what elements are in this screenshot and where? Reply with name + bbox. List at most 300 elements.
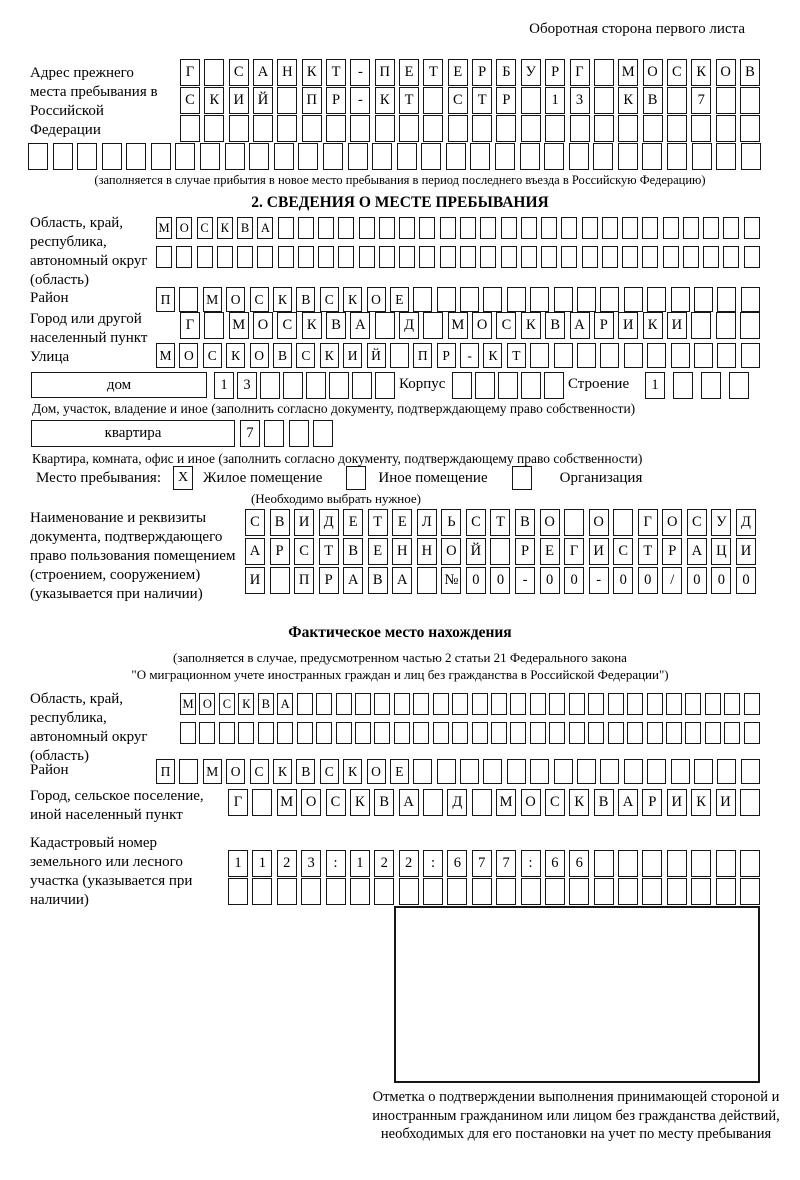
char-cell[interactable] <box>496 115 516 142</box>
char-cell[interactable]: П <box>413 343 432 368</box>
char-cell[interactable]: А <box>257 217 273 239</box>
char-cell[interactable]: И <box>618 312 638 339</box>
char-cell[interactable] <box>496 878 516 905</box>
char-cell[interactable] <box>691 312 711 339</box>
char-cell[interactable]: Е <box>343 509 363 536</box>
char-cell[interactable]: К <box>569 789 589 816</box>
char-cell[interactable] <box>683 246 699 268</box>
char-cell[interactable]: М <box>229 312 249 339</box>
char-cell[interactable]: С <box>277 312 297 339</box>
char-cell[interactable] <box>228 878 248 905</box>
char-cell[interactable] <box>741 287 760 312</box>
char-cell[interactable]: М <box>448 312 468 339</box>
char-cell[interactable] <box>561 217 577 239</box>
prev-address-grid-row-3[interactable] <box>180 115 760 142</box>
house-field-box[interactable]: дом <box>31 372 207 398</box>
char-cell[interactable]: 0 <box>736 567 756 594</box>
char-cell[interactable]: В <box>273 343 292 368</box>
char-cell[interactable]: 0 <box>687 567 707 594</box>
char-cell[interactable]: С <box>203 343 222 368</box>
char-cell[interactable]: Й <box>466 538 486 565</box>
char-cell[interactable] <box>577 343 596 368</box>
char-cell[interactable] <box>413 722 429 744</box>
char-cell[interactable]: Р <box>515 538 535 565</box>
char-cell[interactable]: Т <box>472 87 492 114</box>
char-cell[interactable] <box>701 372 721 399</box>
char-cell[interactable] <box>413 693 429 715</box>
char-cell[interactable] <box>397 143 417 170</box>
char-cell[interactable]: П <box>375 59 395 86</box>
char-cell[interactable]: / <box>662 567 682 594</box>
char-cell[interactable] <box>530 287 549 312</box>
char-cell[interactable]: Е <box>540 538 560 565</box>
char-cell[interactable] <box>379 246 395 268</box>
char-cell[interactable] <box>437 287 456 312</box>
char-cell[interactable]: К <box>521 312 541 339</box>
stay-type-checkbox-other[interactable] <box>346 466 366 490</box>
char-cell[interactable] <box>179 759 198 784</box>
char-cell[interactable] <box>744 722 760 744</box>
char-cell[interactable] <box>298 143 318 170</box>
char-cell[interactable]: - <box>515 567 535 594</box>
char-cell[interactable] <box>258 722 274 744</box>
char-cell[interactable] <box>440 217 456 239</box>
char-cell[interactable]: Н <box>417 538 437 565</box>
char-cell[interactable]: А <box>343 567 363 594</box>
char-cell[interactable]: Т <box>368 509 388 536</box>
char-cell[interactable]: В <box>515 509 535 536</box>
char-cell[interactable] <box>316 722 332 744</box>
char-cell[interactable] <box>642 878 662 905</box>
char-cell[interactable]: Е <box>390 759 409 784</box>
char-cell[interactable] <box>283 372 303 399</box>
char-cell[interactable]: М <box>277 789 297 816</box>
char-cell[interactable] <box>355 722 371 744</box>
char-cell[interactable]: Г <box>564 538 584 565</box>
char-cell[interactable]: К <box>238 693 254 715</box>
char-cell[interactable] <box>399 246 415 268</box>
apartment-cells[interactable] <box>240 420 333 447</box>
char-cell[interactable] <box>582 246 598 268</box>
char-cell[interactable]: В <box>374 789 394 816</box>
char-cell[interactable]: О <box>472 312 492 339</box>
char-cell[interactable]: - <box>589 567 609 594</box>
char-cell[interactable] <box>691 850 711 877</box>
char-cell[interactable] <box>724 693 740 715</box>
char-cell[interactable] <box>716 143 736 170</box>
char-cell[interactable]: Т <box>326 59 346 86</box>
char-cell[interactable]: В <box>594 789 614 816</box>
char-cell[interactable] <box>77 143 97 170</box>
char-cell[interactable]: 0 <box>711 567 731 594</box>
char-cell[interactable] <box>326 878 346 905</box>
char-cell[interactable] <box>375 372 395 399</box>
char-cell[interactable] <box>151 143 171 170</box>
char-cell[interactable]: М <box>156 343 175 368</box>
char-cell[interactable]: В <box>343 538 363 565</box>
char-cell[interactable]: С <box>197 217 213 239</box>
char-cell[interactable] <box>582 217 598 239</box>
char-cell[interactable] <box>627 722 643 744</box>
char-cell[interactable] <box>594 59 614 86</box>
char-cell[interactable]: О <box>589 509 609 536</box>
char-cell[interactable] <box>744 693 760 715</box>
char-cell[interactable]: 0 <box>613 567 633 594</box>
char-cell[interactable] <box>329 372 349 399</box>
char-cell[interactable]: К <box>343 759 362 784</box>
char-cell[interactable] <box>600 343 619 368</box>
char-cell[interactable]: 7 <box>472 850 492 877</box>
char-cell[interactable] <box>716 312 736 339</box>
char-cell[interactable] <box>602 217 618 239</box>
char-cell[interactable] <box>588 693 604 715</box>
char-cell[interactable]: М <box>203 759 222 784</box>
char-cell[interactable] <box>510 693 526 715</box>
char-cell[interactable]: : <box>423 850 443 877</box>
char-cell[interactable] <box>253 115 273 142</box>
char-cell[interactable]: Б <box>496 59 516 86</box>
char-cell[interactable]: 2 <box>277 850 297 877</box>
char-cell[interactable]: Й <box>367 343 386 368</box>
char-cell[interactable]: О <box>301 789 321 816</box>
char-cell[interactable]: : <box>326 850 346 877</box>
char-cell[interactable] <box>541 246 557 268</box>
char-cell[interactable] <box>278 246 294 268</box>
char-cell[interactable] <box>452 372 472 399</box>
char-cell[interactable] <box>375 115 395 142</box>
char-cell[interactable] <box>472 693 488 715</box>
char-cell[interactable]: О <box>716 59 736 86</box>
char-cell[interactable]: О <box>253 312 273 339</box>
char-cell[interactable] <box>179 287 198 312</box>
char-cell[interactable]: В <box>270 509 290 536</box>
char-cell[interactable]: 1 <box>228 850 248 877</box>
char-cell[interactable]: И <box>229 87 249 114</box>
char-cell[interactable]: 2 <box>374 850 394 877</box>
actual-district-grid-row[interactable] <box>156 759 760 784</box>
char-cell[interactable] <box>724 722 740 744</box>
char-cell[interactable] <box>433 693 449 715</box>
char-cell[interactable]: И <box>245 567 265 594</box>
char-cell[interactable]: 1 <box>252 850 272 877</box>
char-cell[interactable] <box>175 143 195 170</box>
char-cell[interactable] <box>495 143 515 170</box>
char-cell[interactable] <box>624 343 643 368</box>
char-cell[interactable]: С <box>496 312 516 339</box>
char-cell[interactable] <box>618 143 638 170</box>
char-cell[interactable] <box>647 343 666 368</box>
char-cell[interactable] <box>744 246 760 268</box>
char-cell[interactable] <box>318 217 334 239</box>
char-cell[interactable]: В <box>740 59 760 86</box>
char-cell[interactable]: И <box>294 509 314 536</box>
char-cell[interactable] <box>217 246 233 268</box>
char-cell[interactable] <box>549 722 565 744</box>
char-cell[interactable] <box>608 693 624 715</box>
char-cell[interactable] <box>483 287 502 312</box>
prev-address-grid-row-1[interactable] <box>180 59 760 86</box>
char-cell[interactable] <box>359 217 375 239</box>
char-cell[interactable]: О <box>226 759 245 784</box>
char-cell[interactable]: Г <box>180 312 200 339</box>
char-cell[interactable] <box>472 789 492 816</box>
char-cell[interactable]: 1 <box>214 372 234 399</box>
char-cell[interactable] <box>705 693 721 715</box>
char-cell[interactable] <box>741 343 760 368</box>
char-cell[interactable]: К <box>204 87 224 114</box>
char-cell[interactable] <box>423 789 443 816</box>
char-cell[interactable]: Й <box>253 87 273 114</box>
char-cell[interactable] <box>691 115 711 142</box>
char-cell[interactable] <box>671 759 690 784</box>
char-cell[interactable] <box>229 115 249 142</box>
char-cell[interactable] <box>460 759 479 784</box>
char-cell[interactable]: № <box>441 567 461 594</box>
char-cell[interactable] <box>741 143 761 170</box>
char-cell[interactable] <box>156 246 172 268</box>
char-cell[interactable] <box>594 850 614 877</box>
char-cell[interactable]: Г <box>180 59 200 86</box>
stroenie-cells[interactable] <box>645 372 749 399</box>
char-cell[interactable] <box>622 217 638 239</box>
char-cell[interactable]: Ц <box>711 538 731 565</box>
char-cell[interactable] <box>694 343 713 368</box>
char-cell[interactable] <box>326 115 346 142</box>
char-cell[interactable] <box>642 217 658 239</box>
char-cell[interactable]: Г <box>570 59 590 86</box>
char-cell[interactable] <box>600 287 619 312</box>
char-cell[interactable]: К <box>691 789 711 816</box>
char-cell[interactable] <box>554 343 573 368</box>
char-cell[interactable] <box>569 693 585 715</box>
char-cell[interactable] <box>302 115 322 142</box>
char-cell[interactable]: О <box>199 693 215 715</box>
char-cell[interactable]: 1 <box>645 372 665 399</box>
char-cell[interactable] <box>374 878 394 905</box>
char-cell[interactable] <box>350 115 370 142</box>
char-cell[interactable] <box>374 722 390 744</box>
char-cell[interactable]: Т <box>507 343 526 368</box>
char-cell[interactable] <box>618 878 638 905</box>
char-cell[interactable]: 0 <box>638 567 658 594</box>
char-cell[interactable] <box>642 246 658 268</box>
char-cell[interactable] <box>472 722 488 744</box>
char-cell[interactable] <box>53 143 73 170</box>
char-cell[interactable]: Е <box>448 59 468 86</box>
char-cell[interactable]: О <box>643 59 663 86</box>
char-cell[interactable]: 0 <box>540 567 560 594</box>
char-cell[interactable]: К <box>483 343 502 368</box>
char-cell[interactable] <box>180 115 200 142</box>
char-cell[interactable] <box>740 789 760 816</box>
char-cell[interactable] <box>472 115 492 142</box>
char-cell[interactable] <box>264 420 284 447</box>
char-cell[interactable] <box>691 878 711 905</box>
char-cell[interactable]: А <box>570 312 590 339</box>
char-cell[interactable] <box>608 722 624 744</box>
char-cell[interactable] <box>545 115 565 142</box>
char-cell[interactable] <box>225 143 245 170</box>
char-cell[interactable] <box>480 217 496 239</box>
char-cell[interactable]: И <box>716 789 736 816</box>
char-cell[interactable]: Р <box>472 59 492 86</box>
char-cell[interactable]: - <box>460 343 479 368</box>
char-cell[interactable] <box>643 115 663 142</box>
char-cell[interactable]: Д <box>319 509 339 536</box>
char-cell[interactable]: С <box>545 789 565 816</box>
char-cell[interactable] <box>421 143 441 170</box>
char-cell[interactable] <box>723 217 739 239</box>
char-cell[interactable] <box>336 722 352 744</box>
char-cell[interactable] <box>624 287 643 312</box>
char-cell[interactable] <box>238 722 254 744</box>
char-cell[interactable] <box>692 143 712 170</box>
char-cell[interactable] <box>413 287 432 312</box>
char-cell[interactable] <box>600 759 619 784</box>
char-cell[interactable]: О <box>662 509 682 536</box>
char-cell[interactable] <box>717 287 736 312</box>
char-cell[interactable] <box>549 693 565 715</box>
char-cell[interactable] <box>490 538 510 565</box>
char-cell[interactable] <box>460 246 476 268</box>
char-cell[interactable]: 0 <box>490 567 510 594</box>
char-cell[interactable] <box>491 722 507 744</box>
char-cell[interactable]: О <box>226 287 245 312</box>
char-cell[interactable]: К <box>302 59 322 86</box>
char-cell[interactable] <box>570 115 590 142</box>
char-cell[interactable]: С <box>613 538 633 565</box>
char-cell[interactable] <box>667 850 687 877</box>
document-grid-row-3[interactable] <box>245 567 756 594</box>
char-cell[interactable] <box>723 246 739 268</box>
char-cell[interactable] <box>716 115 736 142</box>
char-cell[interactable]: 6 <box>447 850 467 877</box>
char-cell[interactable]: К <box>691 59 711 86</box>
char-cell[interactable]: Г <box>228 789 248 816</box>
char-cell[interactable] <box>694 287 713 312</box>
char-cell[interactable]: Т <box>423 59 443 86</box>
char-cell[interactable] <box>594 115 614 142</box>
char-cell[interactable] <box>740 878 760 905</box>
char-cell[interactable] <box>274 143 294 170</box>
char-cell[interactable] <box>306 372 326 399</box>
document-grid-row-2[interactable] <box>245 538 756 565</box>
cadastral-grid-row-2[interactable] <box>228 878 760 905</box>
char-cell[interactable]: Т <box>319 538 339 565</box>
char-cell[interactable] <box>569 722 585 744</box>
char-cell[interactable]: С <box>320 759 339 784</box>
char-cell[interactable]: Ь <box>441 509 461 536</box>
char-cell[interactable]: 6 <box>569 850 589 877</box>
char-cell[interactable] <box>673 372 693 399</box>
char-cell[interactable]: В <box>368 567 388 594</box>
char-cell[interactable]: Е <box>368 538 388 565</box>
char-cell[interactable] <box>394 693 410 715</box>
char-cell[interactable]: К <box>226 343 245 368</box>
char-cell[interactable]: Т <box>490 509 510 536</box>
char-cell[interactable] <box>642 143 662 170</box>
char-cell[interactable] <box>316 693 332 715</box>
char-cell[interactable]: С <box>448 87 468 114</box>
char-cell[interactable] <box>176 246 192 268</box>
char-cell[interactable]: А <box>350 312 370 339</box>
char-cell[interactable] <box>277 722 293 744</box>
char-cell[interactable]: О <box>250 343 269 368</box>
char-cell[interactable]: В <box>296 287 315 312</box>
char-cell[interactable] <box>501 246 517 268</box>
korpus-cells[interactable] <box>452 372 564 399</box>
char-cell[interactable]: О <box>367 287 386 312</box>
char-cell[interactable]: К <box>320 343 339 368</box>
char-cell[interactable]: С <box>687 509 707 536</box>
char-cell[interactable]: Е <box>392 509 412 536</box>
char-cell[interactable] <box>399 878 419 905</box>
char-cell[interactable]: С <box>294 538 314 565</box>
char-cell[interactable] <box>561 246 577 268</box>
char-cell[interactable] <box>448 115 468 142</box>
char-cell[interactable] <box>663 217 679 239</box>
char-cell[interactable]: У <box>711 509 731 536</box>
char-cell[interactable] <box>390 343 409 368</box>
char-cell[interactable]: К <box>217 217 233 239</box>
char-cell[interactable] <box>716 87 736 114</box>
char-cell[interactable] <box>541 217 557 239</box>
char-cell[interactable]: 2 <box>399 850 419 877</box>
char-cell[interactable]: К <box>350 789 370 816</box>
char-cell[interactable] <box>470 143 490 170</box>
char-cell[interactable] <box>338 246 354 268</box>
char-cell[interactable] <box>744 217 760 239</box>
char-cell[interactable] <box>588 722 604 744</box>
char-cell[interactable] <box>180 722 196 744</box>
char-cell[interactable] <box>545 878 565 905</box>
char-cell[interactable]: 1 <box>350 850 370 877</box>
char-cell[interactable]: К <box>375 87 395 114</box>
char-cell[interactable]: А <box>253 59 273 86</box>
char-cell[interactable] <box>716 850 736 877</box>
char-cell[interactable] <box>521 115 541 142</box>
char-cell[interactable]: Д <box>447 789 467 816</box>
char-cell[interactable]: И <box>589 538 609 565</box>
char-cell[interactable] <box>577 287 596 312</box>
char-cell[interactable]: 7 <box>691 87 711 114</box>
char-cell[interactable] <box>338 217 354 239</box>
char-cell[interactable] <box>530 759 549 784</box>
char-cell[interactable] <box>204 59 224 86</box>
char-cell[interactable] <box>647 693 663 715</box>
char-cell[interactable] <box>685 722 701 744</box>
char-cell[interactable]: А <box>392 567 412 594</box>
char-cell[interactable]: О <box>540 509 560 536</box>
char-cell[interactable] <box>627 693 643 715</box>
char-cell[interactable] <box>666 693 682 715</box>
char-cell[interactable] <box>613 509 633 536</box>
char-cell[interactable]: С <box>180 87 200 114</box>
char-cell[interactable]: М <box>203 287 222 312</box>
char-cell[interactable] <box>530 722 546 744</box>
char-cell[interactable]: С <box>250 759 269 784</box>
char-cell[interactable]: О <box>441 538 461 565</box>
char-cell[interactable]: : <box>521 850 541 877</box>
char-cell[interactable] <box>423 878 443 905</box>
char-cell[interactable] <box>521 87 541 114</box>
char-cell[interactable]: С <box>320 287 339 312</box>
char-cell[interactable]: 7 <box>240 420 260 447</box>
char-cell[interactable] <box>219 722 235 744</box>
char-cell[interactable]: С <box>466 509 486 536</box>
char-cell[interactable] <box>200 143 220 170</box>
actual-region-grid-row-2[interactable] <box>180 722 760 744</box>
